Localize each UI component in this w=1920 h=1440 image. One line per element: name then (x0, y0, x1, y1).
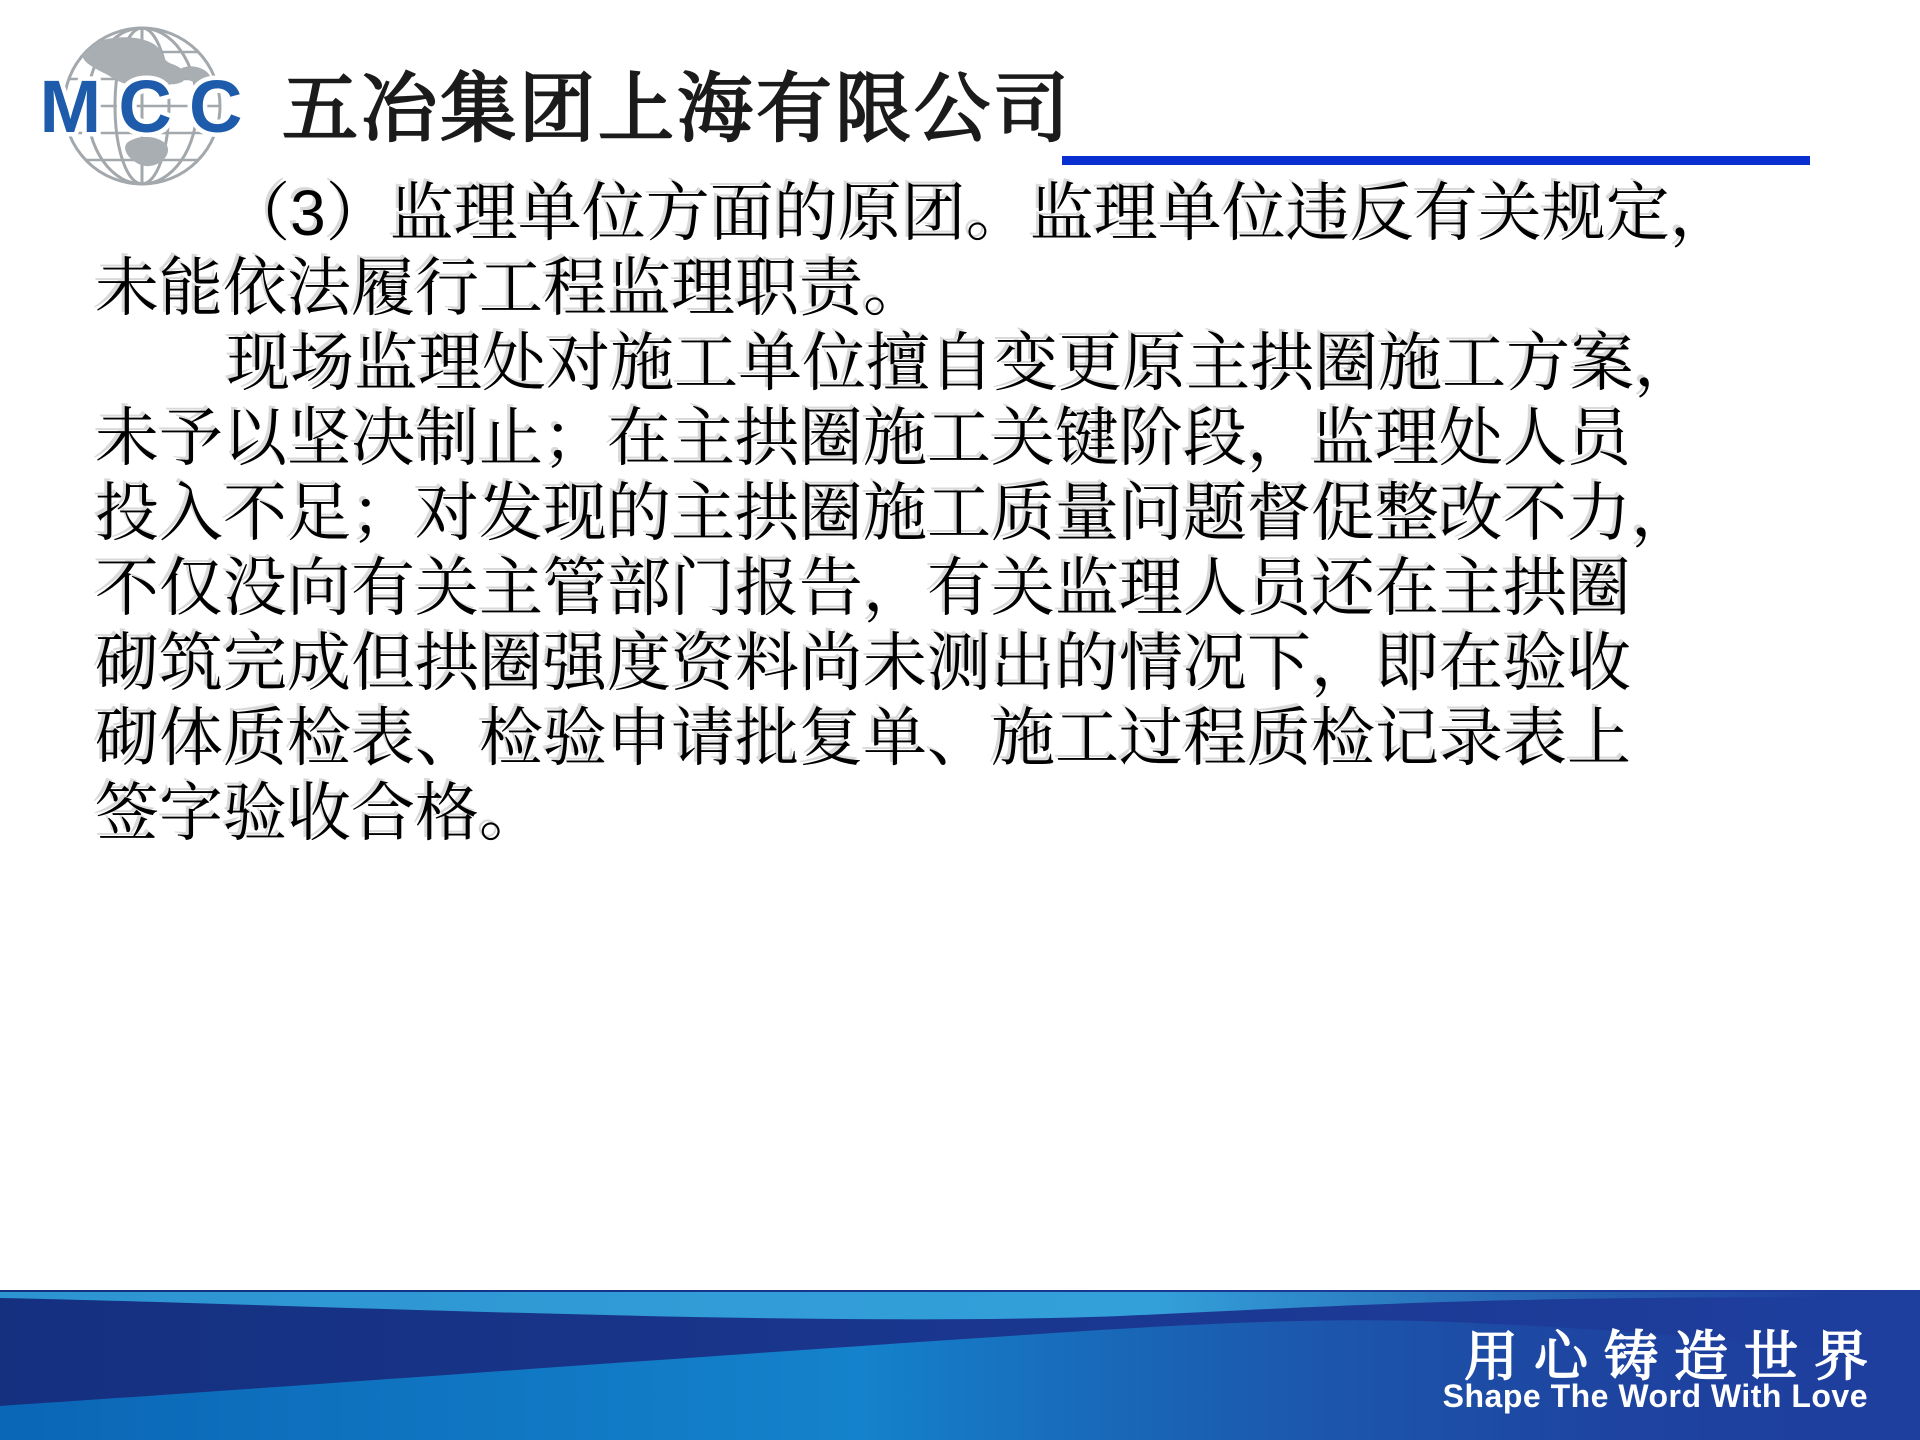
footer-slogan-english: Shape The Word With Love (1442, 1378, 1868, 1414)
svg-text:MCC: MCC (39, 65, 245, 148)
body-line: 投入不足；对发现的主拱圈施工质量问题督促整改不力， (95, 477, 1695, 549)
footer-slogan-chinese: 用心铸造世界 (1464, 1327, 1884, 1387)
body-line: 现场监理处对施工单位擅自变更原主拱圈施工方案， (226, 327, 1699, 399)
body-line: 砌筑完成但拱圈强度资料尚未测出的情况下，即在验收 (95, 627, 1631, 699)
body-line: 砌体质检表、检验申请批复单、施工过程质检记录表上 (95, 702, 1631, 774)
company-title: 五冶集团上海有限公司 (282, 67, 1072, 152)
body-line: （3）监理单位方面的原团。监理单位违反有关规定， (226, 177, 1734, 249)
body-line: 未予以坚决制止；在主拱圈施工关键阶段，监理处人员 (95, 402, 1631, 474)
body-line: 未能依法履行工程监理职责。 (95, 252, 927, 324)
header-accent-line (1062, 156, 1810, 165)
body-line: 签字验收合格。 (95, 777, 543, 849)
footer-banner (0, 1290, 1920, 1440)
mcc-globe-logo-icon (32, 20, 252, 188)
slide-body-text (95, 176, 1855, 851)
body-line: 不仅没向有关主管部门报告，有关监理人员还在主拱圈 (95, 552, 1631, 624)
